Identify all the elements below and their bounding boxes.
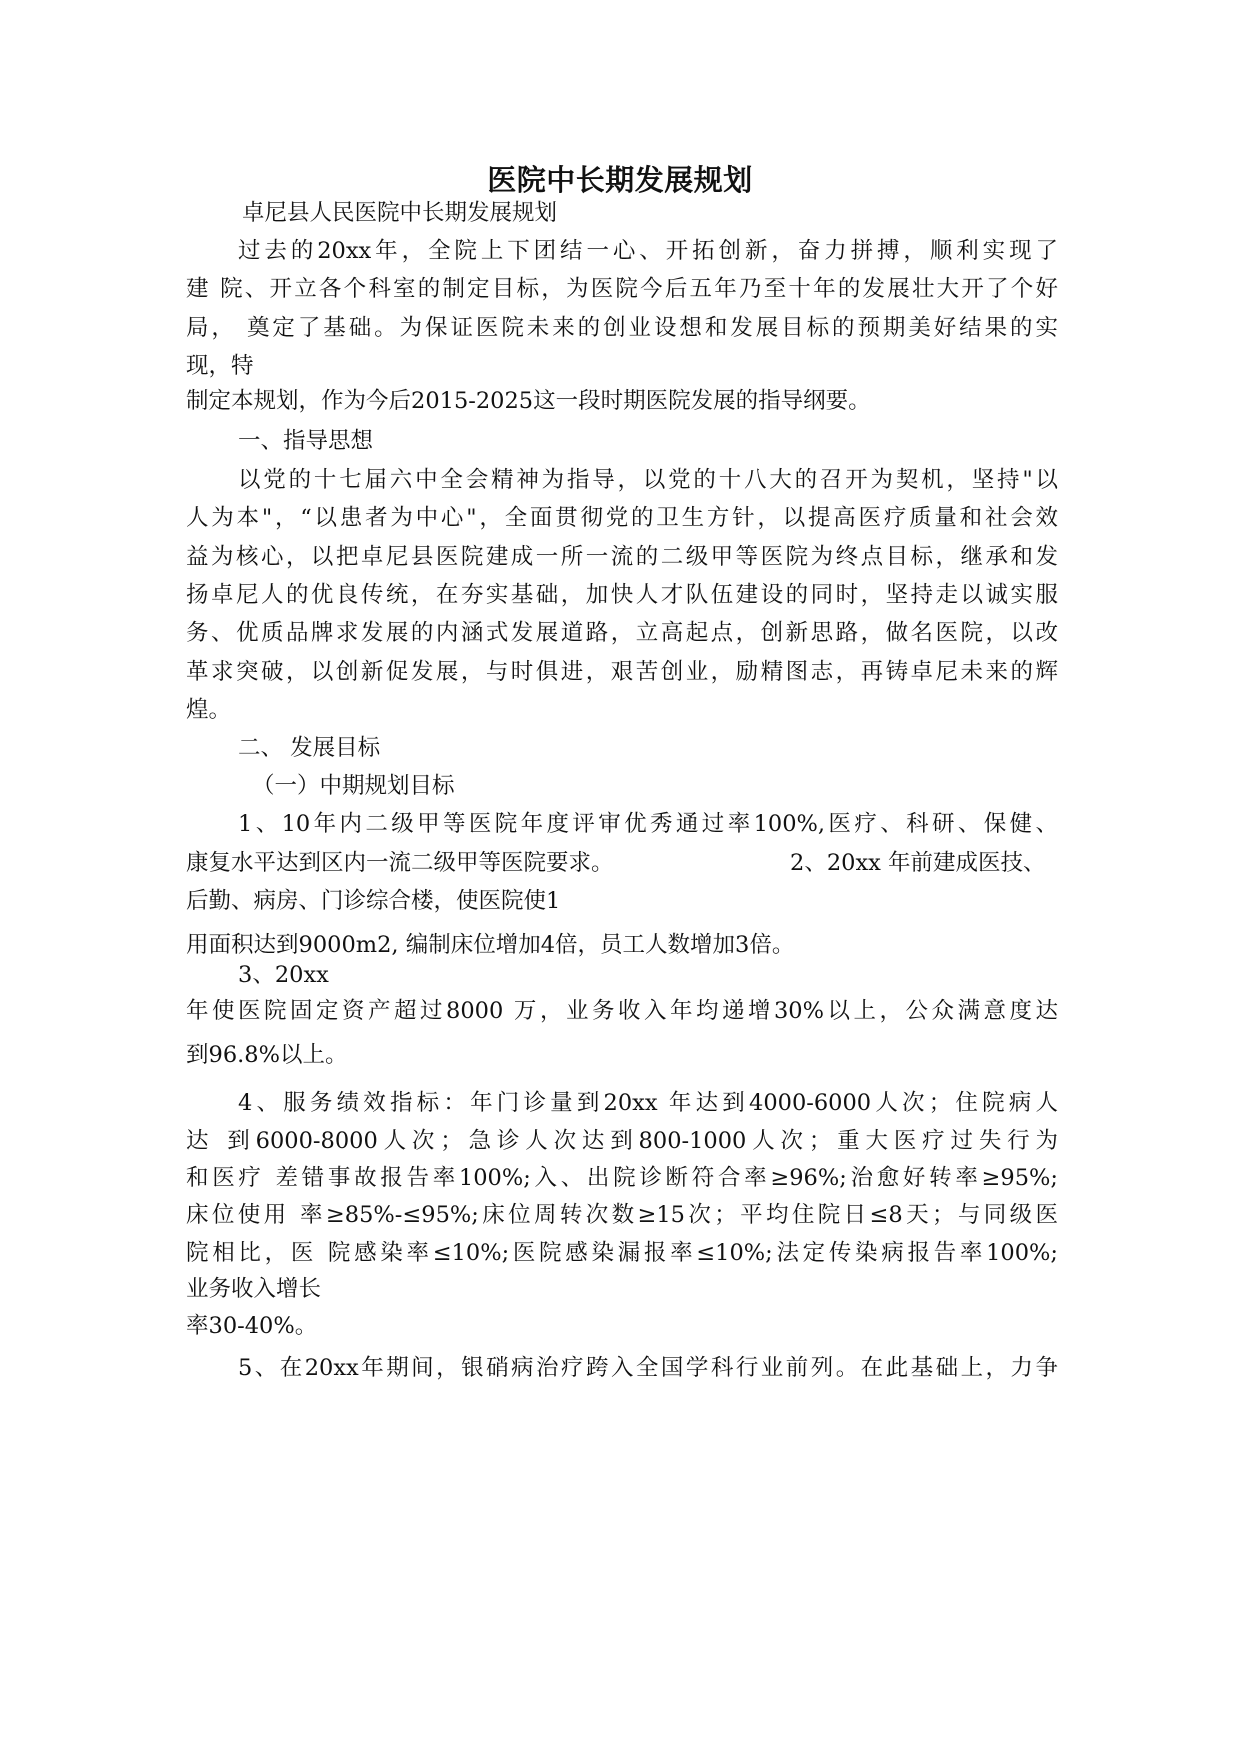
subsection1-heading: （一）中期规划目标 bbox=[252, 773, 455, 799]
section1-line-7: 煌。 bbox=[186, 697, 232, 723]
section1-line-3: 益为核心，以把卓尼县医院建成一所一流的二级甲等医院为终点目标，继承和发 bbox=[186, 544, 1058, 570]
section1-line-4: 扬卓尼人的优良传统，在夯实基础，加快人才队伍建设的同时，坚持走以诚实服 bbox=[186, 582, 1058, 608]
goal-4-line-7: 率30-40%。 bbox=[186, 1313, 318, 1339]
goal-1-line-1: 1、10年内二级甲等医院年度评审优秀通过率100%,医疗、科研、保健、 bbox=[238, 811, 1058, 837]
goal-2-line-2: 后勤、病房、门诊综合楼，使医院使1 bbox=[186, 888, 561, 914]
intro-line-1: 过去的20xx年，全院上下团结一心、开拓创新，奋力拼搏，顺利实现了 bbox=[238, 238, 1058, 264]
section1-line-2: 人为本"，“以患者为中心"，全面贯彻党的卫生方针，以提高医疗质量和社会效 bbox=[186, 505, 1058, 531]
intro-line-3: 局， 奠定了基础。为保证医院未来的创业设想和发展目标的预期美好结果的实 bbox=[186, 315, 1058, 341]
document-subtitle: 卓尼县人民医院中长期发展规划 bbox=[242, 200, 558, 226]
document-title: 医院中长期发展规划 bbox=[487, 163, 753, 197]
goal-5-line-1: 5、在20xx年期间，银硝病治疗跨入全国学科行业前列。在此基础上，力争 bbox=[238, 1355, 1058, 1381]
intro-line-2: 建 院、开立各个科室的制定目标，为医院今后五年乃至十年的发展壮大开了个好 bbox=[186, 276, 1058, 302]
goal-4-line-4: 床位使用 率≥85%-≤95%;床位周转次数≥15次；平均住院日≤8天；与同级医 bbox=[186, 1202, 1058, 1228]
goal-3-line-1: 年使医院固定资产超过8000 万，业务收入年均递增30%以上，公众满意度达 bbox=[186, 998, 1058, 1024]
section2-heading: 二、 发展目标 bbox=[238, 735, 381, 761]
goal-4-line-5: 院相比，医 院感染率≤10%;医院感染漏报率≤10%;法定传染病报告率100%; bbox=[186, 1240, 1058, 1266]
section1-heading: 一、指导思想 bbox=[238, 428, 374, 454]
goal-4-line-2: 达 到6000-8000人次；急诊人次达到800-1000人次；重大医疗过失行为 bbox=[186, 1128, 1058, 1154]
goal-4-line-6: 业务收入增长 bbox=[186, 1276, 322, 1302]
goal-3-line-2: 到96.8%以上。 bbox=[186, 1042, 348, 1068]
goal-4-line-1: 4、服务绩效指标：年门诊量到20xx 年达到4000-6000人次；住院病人 bbox=[238, 1090, 1058, 1116]
section1-line-5: 务、优质品牌求发展的内涵式发展道路，立高起点，创新思路，做名医院，以改 bbox=[186, 620, 1058, 646]
goal-2-line-3: 用面积达到9000m2, 编制床位增加4倍，员工人数增加3倍。 bbox=[186, 932, 795, 958]
intro-line-5: 制定本规划，作为今后2015-2025这一段时期医院发展的指导纲要。 bbox=[186, 388, 871, 414]
goal-4-line-3: 和医疗 差错事故报告率100%;入、出院诊断符合率≥96%;治愈好转率≥95%; bbox=[186, 1165, 1058, 1191]
goal-3-label: 3、20xx bbox=[238, 962, 329, 988]
section1-line-1: 以党的十七届六中全会精神为指导，以党的十八大的召开为契机，坚持"以 bbox=[238, 467, 1058, 493]
intro-line-4: 现，特 bbox=[186, 353, 254, 379]
section1-line-6: 革求突破，以创新促发展，与时俱进，艰苦创业，励精图志，再铸卓尼未来的辉 bbox=[186, 659, 1058, 685]
goal-1-line-2: 康复水平达到区内一流二级甲等医院要求。 bbox=[186, 850, 614, 876]
goal-2-line-1: 2、20xx 年前建成医技、 bbox=[790, 850, 1046, 876]
